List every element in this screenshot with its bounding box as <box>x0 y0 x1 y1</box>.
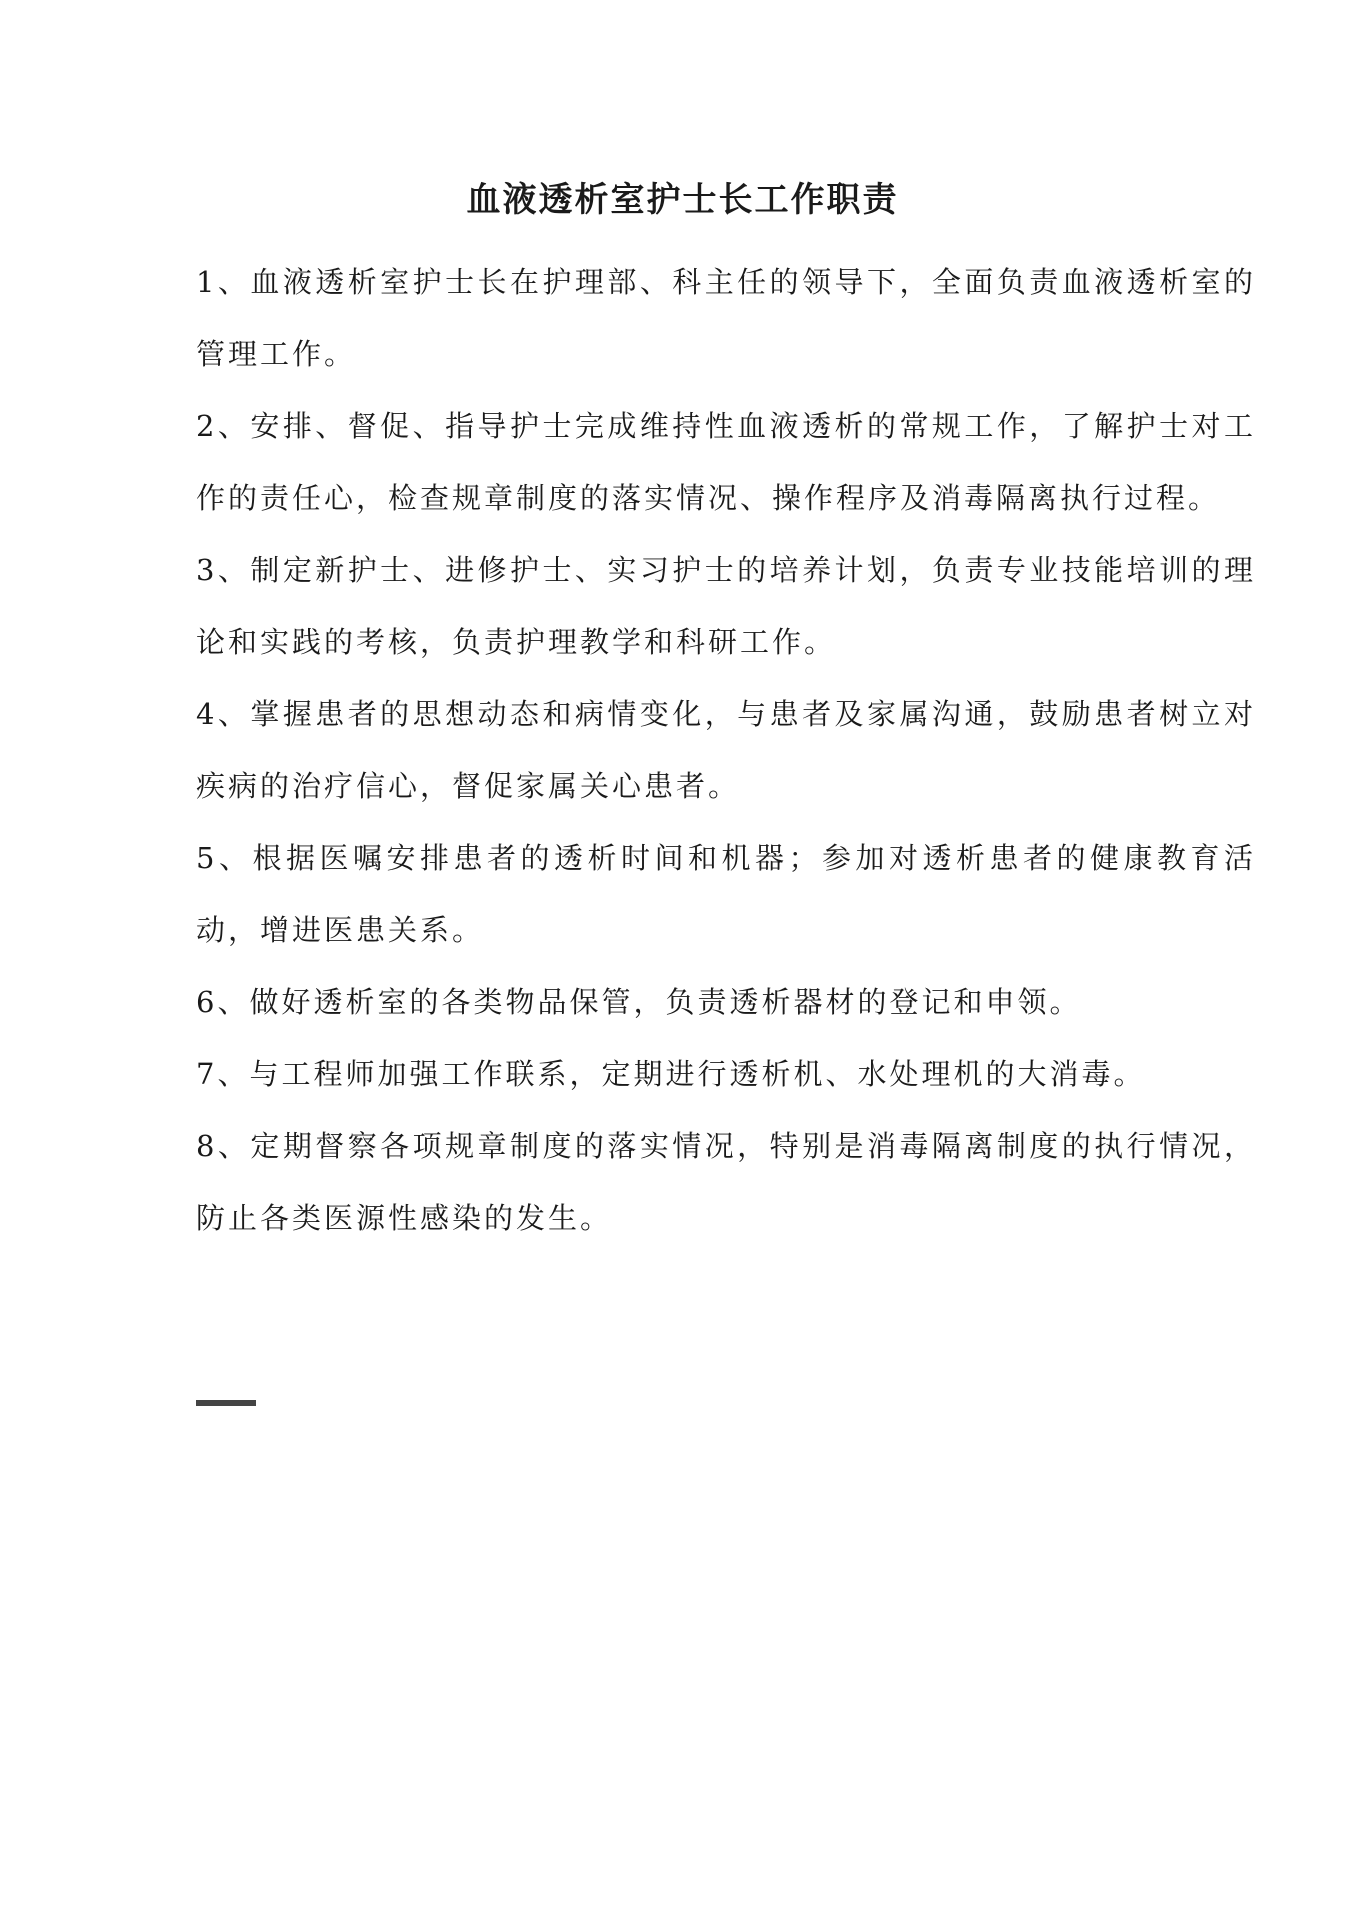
paragraph-3: 3、制定新护士、进修护士、实习护士的培养计划，负责专业技能培训的理论和实践的考核，负责护理教学和科研工作。 <box>196 553 1256 659</box>
paragraph-8: 8、定期督察各项规章制度的落实情况，特别是消毒隔离制度的执行情况，防止各类医源性感染的发生。 <box>196 1129 1256 1235</box>
paragraph-4: 4、掌握患者的思想动态和病情变化，与患者及家属沟通，鼓励患者树立对疾病的治疗信心，督促家属关心患者。 <box>196 697 1256 803</box>
page-title: 血液透析室护士长工作职责 <box>466 180 899 220</box>
paragraph-5: 5、根据医嘱安排患者的透析时间和机器；参加对透析患者的健康教育活动，增进医患关系。 <box>196 841 1256 947</box>
paragraph-1: 1、血液透析室护士长在护理部、科主任的领导下，全面负责血液透析室的管理工作。 <box>196 265 1256 371</box>
paragraph-2: 2、安排、督促、指导护士完成维持性血液透析的常规工作，了解护士对工作的责任心，检查规章制度的落实情况、操作程序及消毒隔离执行过程。 <box>196 409 1256 515</box>
paragraph-7: 7、与工程师加强工作联系，定期进行透析机、水处理机的大消毒。 <box>196 1057 1146 1091</box>
horizontal-rule-mark <box>196 1400 256 1406</box>
paragraph-6: 6、做好透析室的各类物品保管，负责透析器材的登记和申领。 <box>196 985 1082 1019</box>
document-body <box>196 246 1256 1254</box>
